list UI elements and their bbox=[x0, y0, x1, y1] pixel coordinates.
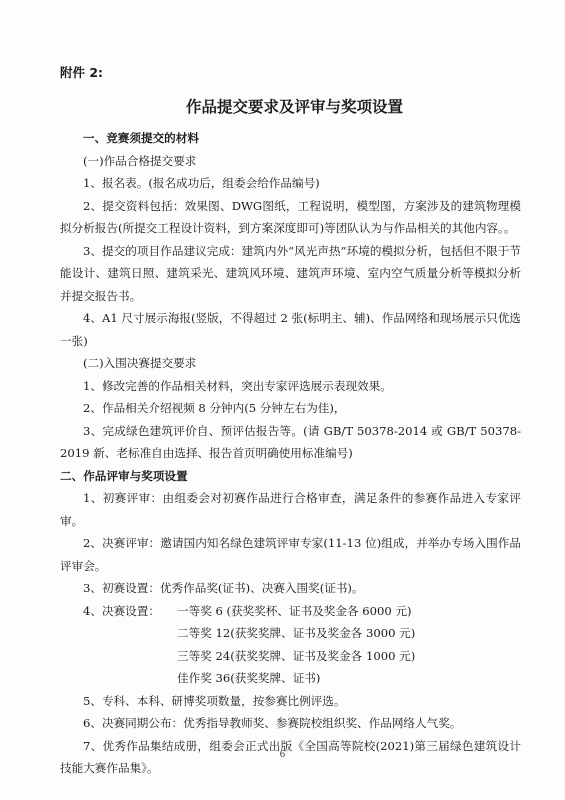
section-1-subheading-1: (一)作品合格提交要求 bbox=[83, 153, 197, 168]
paragraph: 1、报名表。(报名成功后，组委会给作品编号) bbox=[83, 176, 320, 190]
paragraph: 6、决赛同期公布：优秀指导教师奖、参赛院校组织奖、作品网络人气奖。 bbox=[83, 716, 462, 730]
paragraph: 3、提交的项目作品建议完成：建筑内外“风光声热”环境的模拟分析，包括但不限于节能设计、建筑日照、建筑采光、建筑风环境、建筑声环境、室内空气质量分析等模拟分析并提交报告书。 bbox=[60, 243, 521, 303]
document-title: 作品提交要求及评审与奖项设置 bbox=[185, 97, 403, 116]
paragraph: 3、完成绿色建筑评价自、预评估报告等。(请 GB/T 50378-2014 或 GB/T 50378-2019 新、老标准自由选择、报告首页明确使用标准编号) bbox=[60, 423, 521, 460]
paragraph: 2、决赛评审：邀请国内知名绿色建筑评审专家(11-13 位)组成，并举办专场入围作品评审会。 bbox=[60, 536, 521, 573]
final-award-lead: 4、决赛设置： bbox=[83, 603, 160, 618]
paragraph: 2、提交资料包括：效果图、DWG图纸，工程说明，模型图，方案涉及的建筑物理模拟分析报告(所提交工程设计资料，到方案深度即可)等团队认为与作品相关的其他内容。。 bbox=[60, 198, 521, 235]
final-award-item: 佳作奖 36(获奖奖牌、证书) bbox=[177, 671, 321, 685]
final-award-row bbox=[60, 600, 521, 623]
section-1-subheading-2: (二)入围决赛提交要求 bbox=[83, 356, 197, 370]
paragraph: 3、初赛设置：优秀作品奖(证书)、决赛入围奖(证书)。 bbox=[83, 581, 364, 595]
attachment-label: 附件 2: bbox=[60, 65, 104, 80]
paragraph: 5、专科、本科、研博奖项数量，按参赛比例评选。 bbox=[83, 693, 346, 708]
paragraph: 1、初赛评审：由组委会对初赛作品进行合格审查，满足条件的参赛作品进入专家评审。 bbox=[60, 491, 521, 528]
paragraph: 1、修改完善的作品相关材料，突出专家评选展示表现效果。 bbox=[83, 378, 392, 393]
final-award-row bbox=[60, 622, 521, 645]
section-1-heading: 一、竞赛须提交的材料 bbox=[83, 131, 199, 145]
final-award-row bbox=[60, 645, 521, 668]
final-award-row bbox=[60, 667, 521, 690]
paragraph: 2、作品相关介绍视频 8 分钟内(5 分钟左右为佳)， bbox=[83, 401, 346, 415]
page-number: 6 bbox=[279, 750, 286, 760]
paragraph: 7、优秀作品集结成册，组委会正式出版《全国高等院校(2021)第三届绿色建筑设计技能大赛作品集》。 bbox=[60, 738, 521, 775]
final-award-item: 三等奖 24(获奖奖牌、证书及奖金各 1000 元) bbox=[177, 648, 416, 663]
final-award-item: 二等奖 12(获奖奖牌、证书及奖金各 3000 元) bbox=[177, 626, 416, 640]
paragraph: 4、A1 尺寸展示海报(竖版，不得超过 2 张(标明主、辅)、作品网络和现场展示只优选一张) bbox=[60, 311, 521, 348]
section-2-heading: 二、作品评审与奖项设置 bbox=[60, 468, 188, 483]
final-award-item: 一等奖 6 (获奖奖杯、证书及奖金各 6000 元) bbox=[177, 603, 412, 618]
